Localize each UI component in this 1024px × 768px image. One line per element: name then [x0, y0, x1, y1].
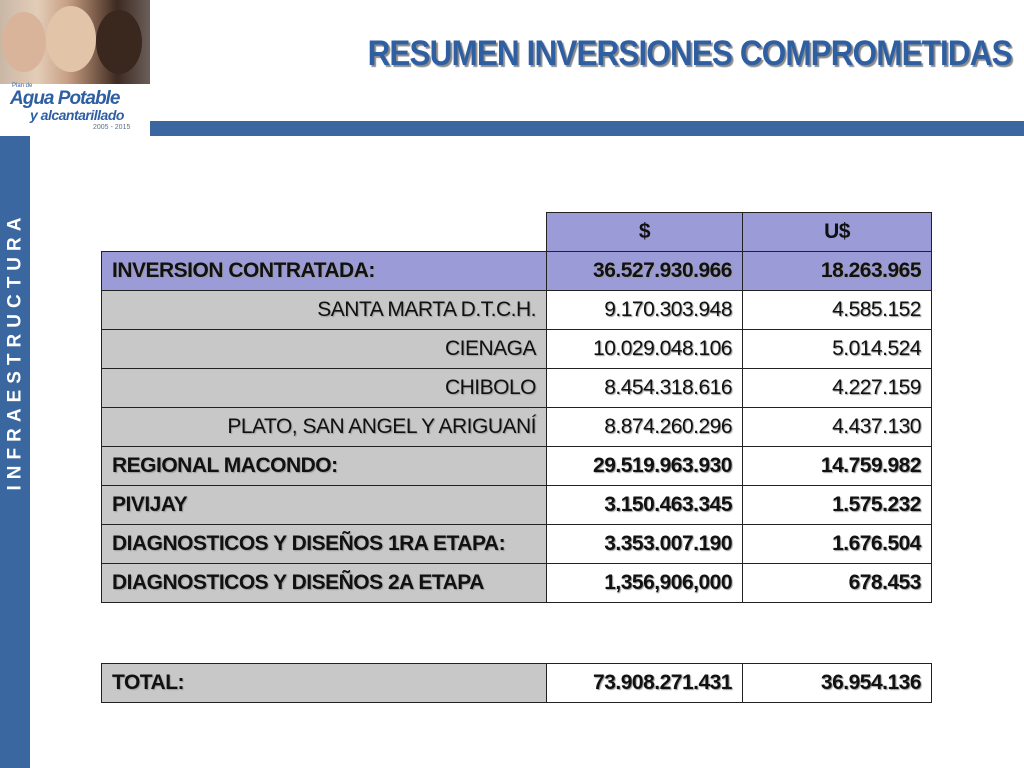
table-row [102, 447, 932, 486]
row-usd: 4.227.159 [743, 369, 932, 408]
row-usd: 14.759.982 [743, 447, 932, 486]
column-header-pesos: $ [547, 213, 743, 252]
table-header-row [102, 213, 932, 252]
row-label: DIAGNOSTICOS Y DISEÑOS 2A ETAPA [102, 564, 547, 603]
row-pesos: 3.150.463.345 [547, 486, 743, 525]
logo [0, 0, 150, 136]
table-row [102, 330, 932, 369]
row-label: SANTA MARTA D.T.C.H. [102, 291, 547, 330]
total-label: TOTAL: [102, 664, 547, 703]
total-usd: 36.954.136 [743, 664, 932, 703]
row-pesos: 10.029.048.106 [547, 330, 743, 369]
column-header-usd: U$ [743, 213, 932, 252]
row-label: PIVIJAY [102, 486, 547, 525]
table-row [102, 291, 932, 330]
logo-name-line2: y alcantarillado [30, 107, 124, 123]
total-row [102, 664, 932, 703]
total-table [101, 663, 932, 703]
row-usd: 678.453 [743, 564, 932, 603]
table-row [102, 486, 932, 525]
page-title: RESUMEN INVERSIONES COMPROMETIDAS [367, 34, 1012, 73]
children-photo [0, 0, 150, 84]
logo-years: 2005 - 2015 [93, 124, 131, 131]
row-pesos: 29.519.963.930 [547, 447, 743, 486]
table-header-blank [102, 213, 547, 252]
row-label: CHIBOLO [102, 369, 547, 408]
row-label: CIENAGA [102, 330, 547, 369]
table-row [102, 408, 932, 447]
row-pesos: 9.170.303.948 [547, 291, 743, 330]
row-pesos: 1,356,906,000 [547, 564, 743, 603]
row-pesos: 36.527.930.966 [547, 252, 743, 291]
side-band-label: INFRAESTRUCTURA [4, 211, 25, 491]
side-band-label-wrap [0, 136, 30, 566]
row-usd: 1.575.232 [743, 486, 932, 525]
row-usd: 4.585.152 [743, 291, 932, 330]
row-usd: 5.014.524 [743, 330, 932, 369]
logo-name-line1: Agua Potable [10, 88, 120, 109]
table-row [102, 252, 932, 291]
row-pesos: 3.353.007.190 [547, 525, 743, 564]
row-usd: 4.437.130 [743, 408, 932, 447]
row-label: DIAGNOSTICOS Y DISEÑOS 1RA ETAPA: [102, 525, 547, 564]
row-usd: 1.676.504 [743, 525, 932, 564]
table-row [102, 564, 932, 603]
table-row [102, 369, 932, 408]
row-pesos: 8.454.318.616 [547, 369, 743, 408]
row-usd: 18.263.965 [743, 252, 932, 291]
header-bar [150, 121, 1024, 136]
row-label: PLATO, SAN ANGEL Y ARIGUANÍ [102, 408, 547, 447]
row-label: REGIONAL MACONDO: [102, 447, 547, 486]
row-label: INVERSION CONTRATADA: [102, 252, 547, 291]
table-row [102, 525, 932, 564]
row-pesos: 8.874.260.296 [547, 408, 743, 447]
investment-table [101, 212, 932, 603]
logo-small-text: Plan de [12, 83, 33, 89]
total-pesos: 73.908.271.431 [547, 664, 743, 703]
